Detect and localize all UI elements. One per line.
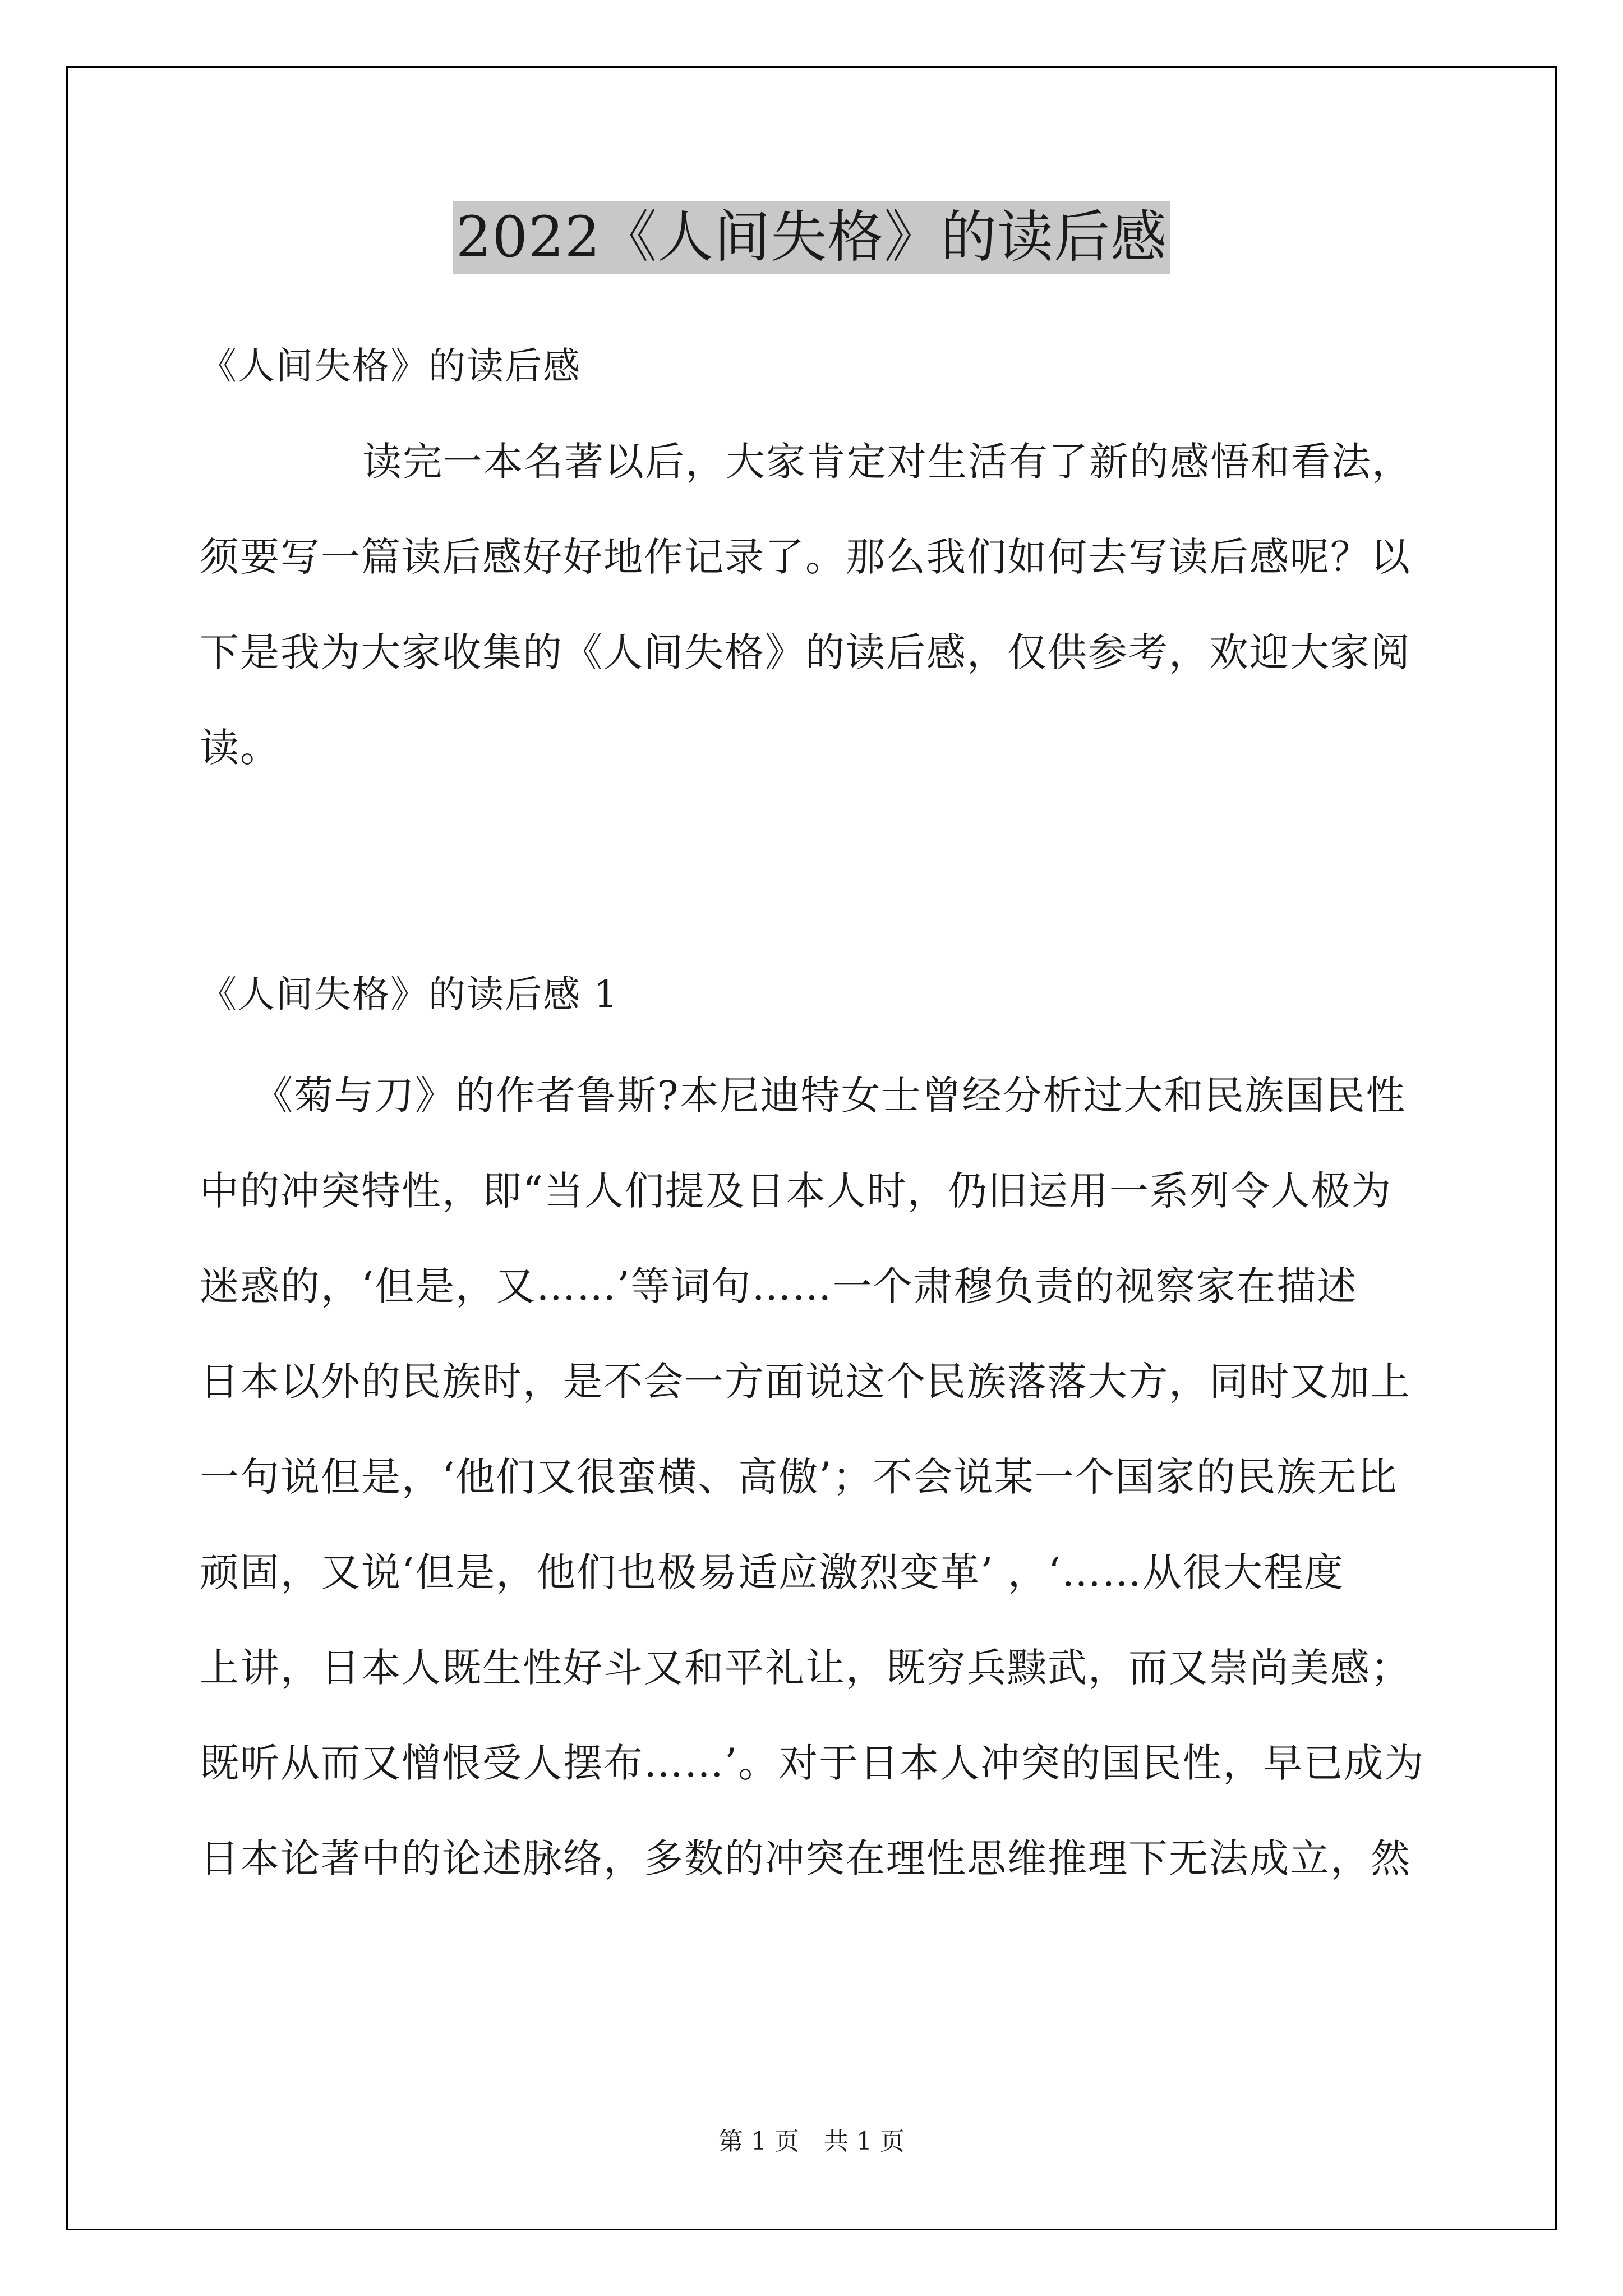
title-container [0, 201, 1623, 274]
paragraph-line: 顽固，又说‘但是，他们也极易适应激烈变革’ ，‘……从很大程度 [200, 1549, 1345, 1595]
section-heading: 《人间失格》的读后感 1 [200, 973, 619, 1016]
page-footer: 第 1 页 共 1 页 [718, 2127, 905, 2156]
paragraph-line: 日本论著中的论述脉络，多数的冲突在理性思维推理下无法成立，然 [200, 1835, 1411, 1881]
paragraph-line: 读完一本名著以后，大家肯定对生活有了新的感悟和看法， [362, 439, 1412, 485]
document-title: 2022《人间失格》的读后感 [453, 201, 1171, 274]
paragraph-line: 一句说但是，‘他们又很蛮横、高傲’；不会说某一个国家的民族无比 [200, 1454, 1398, 1500]
paragraph-line: 上讲，日本人既生性好斗又和平礼让，既穷兵黩武，而又崇尚美感； [200, 1645, 1411, 1691]
paragraph-line: 下是我为大家收集的《人间失格》的读后感，仅供参考，欢迎大家阅 [200, 629, 1411, 675]
paragraph-line: 须要写一篇读后感好好地作记录了。那么我们如何去写读后感呢？以 [200, 534, 1411, 580]
paragraph-line: 日本以外的民族时，是不会一方面说这个民族落落大方，同时又加上 [200, 1359, 1411, 1405]
paragraph-line: 读。 [200, 725, 280, 771]
paragraph-line: 迷惑的，‘但是，又……’等词句……一个肃穆负责的视察家在描述 [200, 1263, 1358, 1309]
paragraph-line: 《菊与刀》的作者鲁斯?本尼迪特女士曾经分析过大和民族国民性 [253, 1073, 1407, 1119]
paragraph-line: 既听从而又憎恨受人摆布……’。对于日本人冲突的国民性，早已成为 [200, 1740, 1425, 1786]
paragraph-line: 中的冲突特性，即“当人们提及日本人时，仍旧运用一系列令人极为 [200, 1168, 1392, 1214]
intro-heading: 《人间失格》的读后感 [200, 344, 581, 388]
